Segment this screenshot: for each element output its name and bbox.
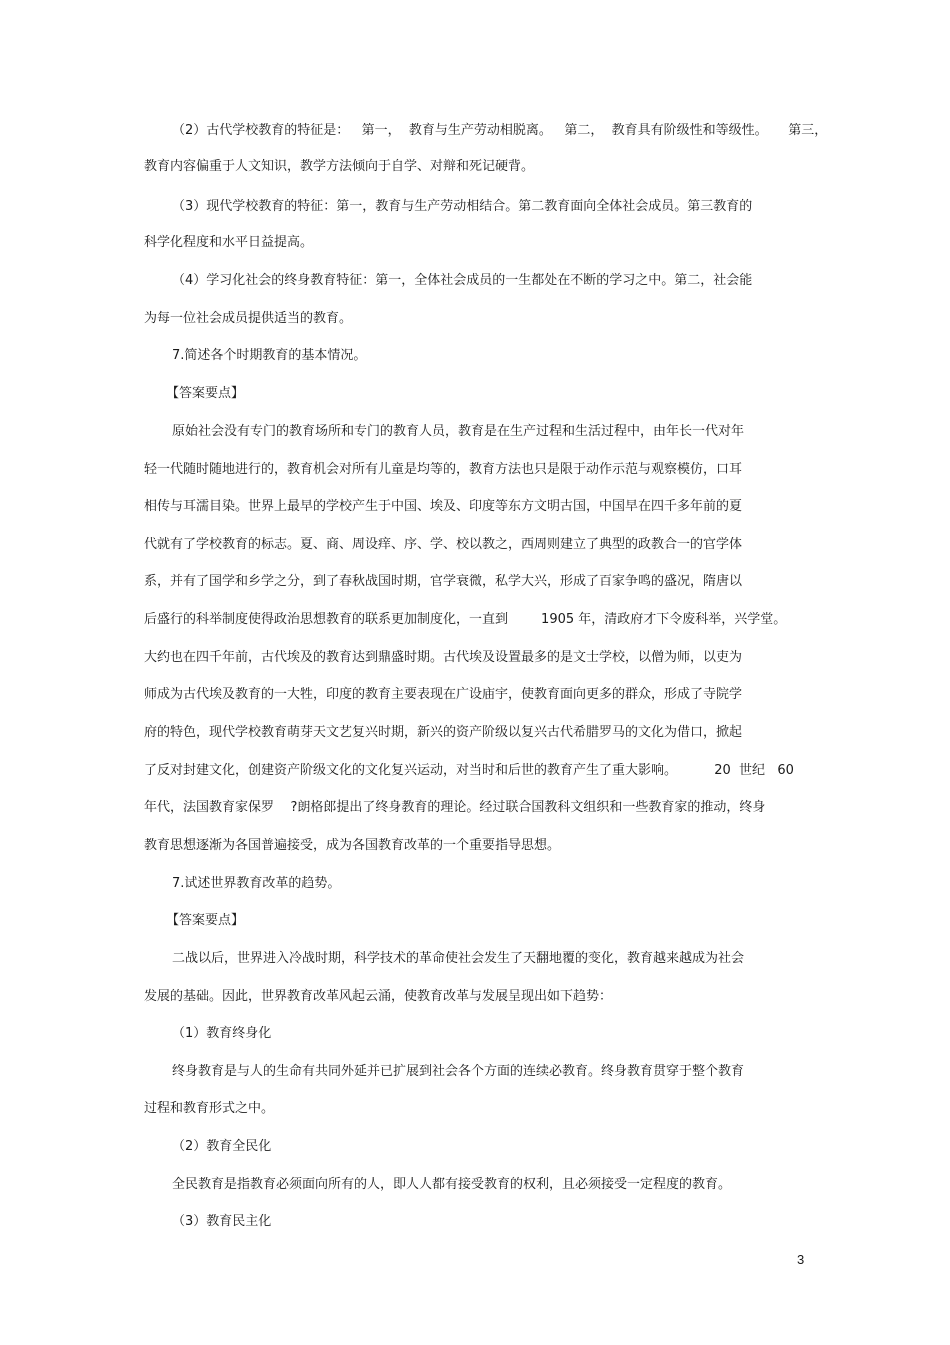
paragraph-line: 系，并有了国学和乡学之分，到了春秋战国时期，官学衰微，私学大兴，形成了百家争鸣的盛况，隋唐以 (144, 574, 743, 589)
paragraph-line: （3）现代学校教育的特征：第一，教育与生产劳动相结合。第二教育面向全体社会成员。第三教育的 (172, 199, 753, 214)
paragraph-line: 为每一位社会成员提供适当的教育。 (144, 311, 353, 326)
paragraph-line: 全民教育是指教育必须面向所有的人，即人人都有接受教育的权利，且必须接受一定程度的教育。 (172, 1177, 732, 1192)
subheading: （3）教育民主化 (172, 1214, 272, 1229)
question-heading: 7.试述世界教育改革的趋势。 (172, 876, 341, 891)
paragraph-line: 原始社会没有专门的教育场所和专门的教育人员，教育是在生产过程和生活过程中，由年长一代对年 (172, 424, 745, 439)
paragraph-line: （4）学习化社会的终身教育特征：第一，全体社会成员的一生都处在不断的学习之中。第二，社会能 (172, 273, 753, 288)
paragraph-line: 教育思想逐渐为各国普遍接受，成为各国教育改革的一个重要指导思想。 (144, 838, 561, 853)
subheading: （2）教育全民化 (172, 1139, 272, 1154)
paragraph-line: 二战以后，世界进入冷战时期，科学技术的革命使社会发生了天翻地覆的变化，教育越来越成为社会 (172, 951, 745, 966)
paragraph-line: 科学化程度和水平日益提高。 (144, 235, 314, 250)
paragraph-line: （2）古代学校教育的特征是： 第一， 教育与生产劳动相脱离。 第二， 教育具有阶级性和等级性。 第三， (172, 123, 828, 138)
subheading: （1）教育终身化 (172, 1026, 272, 1041)
paragraph-line: 后盛行的科举制度使得政治思想教育的联系更加制度化，一直到 1905 年，清政府才下令废科举，兴学堂。 (144, 612, 787, 627)
page-number: 3 (797, 1252, 805, 1267)
paragraph-line: 代就有了学校教育的标志。夏、商、周设痒、序、学、校以教之，西周则建立了典型的政教合一的官学体 (144, 537, 743, 552)
paragraph-line: 了反对封建文化，创建资产阶级文化的文化复兴运动，对当时和后世的教育产生了重大影响。 20 世纪 60 (144, 763, 794, 778)
paragraph-line: 府的特色，现代学校教育萌芽天文艺复兴时期，新兴的资产阶级以复兴古代希腊罗马的文化为借口，掀起 (144, 725, 743, 740)
question-heading: 7.简述各个时期教育的基本情况。 (172, 348, 367, 363)
paragraph-line: 年代，法国教育家保罗 ?朗格郎提出了终身教育的理论。经过联合国教科文组织和一些教育家的推动，终身 (144, 800, 766, 815)
paragraph-line: 大约也在四千年前，古代埃及的教育达到鼎盛时期。古代埃及设置最多的是文士学校，以僧为师，以吏为 (144, 650, 743, 665)
paragraph-line: 相传与耳濡目染。世界上最早的学校产生于中国、埃及、印度等东方文明古国，中国早在四千多年前的夏 (144, 499, 743, 514)
answer-label: 【答案要点】 (166, 913, 245, 928)
paragraph-line: 轻一代随时随地进行的，教育机会对所有儿童是均等的，教育方法也只是限于动作示范与观察模仿，口耳 (144, 462, 743, 477)
paragraph-line: 发展的基础。因此，世界教育改革风起云涌，使教育改革与发展呈现出如下趋势： (144, 989, 613, 1004)
paragraph-line: 教育内容偏重于人文知识，教学方法倾向于自学、对辩和死记硬背。 (144, 159, 535, 174)
answer-label: 【答案要点】 (166, 386, 245, 401)
paragraph-line: 过程和教育形式之中。 (144, 1101, 275, 1116)
paragraph-line: 终身教育是与人的生命有共同外延并已扩展到社会各个方面的连续必教育。终身教育贯穿于整个教育 (172, 1064, 745, 1079)
paragraph-line: 师成为古代埃及教育的一大牲，印度的教育主要表现在广设庙宇，使教育面向更多的群众，形成了寺院学 (144, 687, 743, 702)
